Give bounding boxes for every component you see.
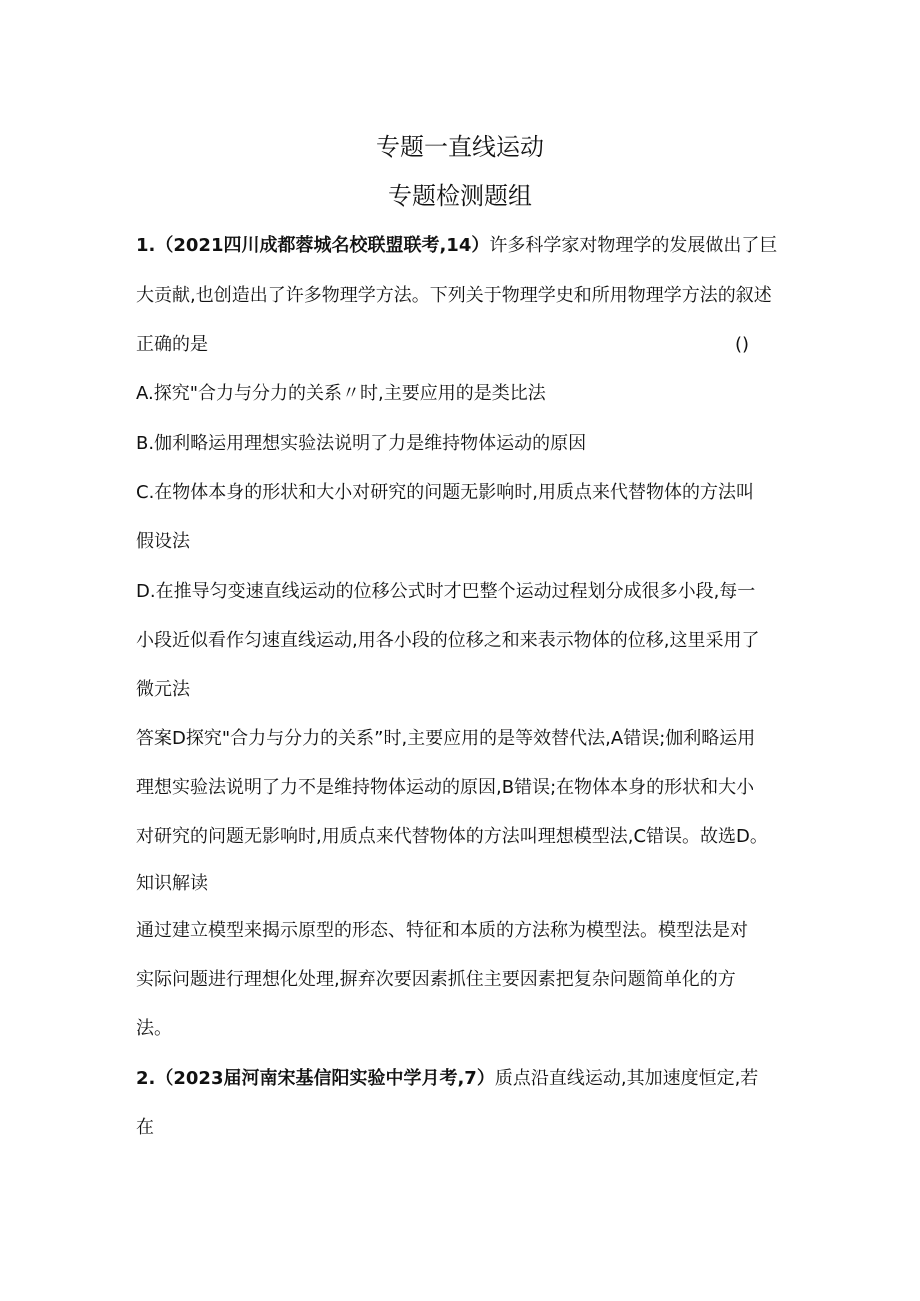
answer-blank: ()	[735, 334, 750, 355]
question-1-number: 1.	[136, 235, 156, 256]
question-2-stem-line-2: 在	[136, 1117, 154, 1138]
document-title: 专题一直线运动	[376, 133, 544, 161]
option-d-line-3: 微元法	[136, 679, 190, 700]
question-1-line-1	[136, 233, 777, 259]
document-subtitle: 专题检测题组	[388, 182, 532, 210]
option-d-line-2: 小段近似看作匀速直线运动,用各小段的位移之和来表示物体的位移,这里采用了	[136, 630, 760, 651]
question-1-source: （2021四川成都蓉城名校联盟联考,14）	[155, 235, 490, 256]
option-a: A.探究"合力与分力的关系〃时,主要应用的是类比法	[136, 383, 546, 404]
question-2-stem-start: 质点沿直线运动,其加速度恒定,若	[494, 1068, 759, 1089]
knowledge-line-2: 实际问题进行理想化处理,摒弃次要因素抓住主要因素把复杂问题简单化的方	[136, 969, 736, 990]
knowledge-line-1: 通过建立模型来揭示原型的形态、特征和本质的方法称为模型法。模型法是对	[136, 920, 748, 941]
option-d-line-1: D.在推导匀变速直线运动的位移公式时才巴整个运动过程划分成很多小段,每一	[136, 581, 756, 602]
answer-line-3: 对研究的问题无影响时,用质点来代替物体的方法叫理想模型法,C错误。故选D。	[136, 826, 768, 847]
question-2-number: 2.	[136, 1068, 156, 1089]
question-1-stem-line-2: 大贡献,也创造出了许多物理学方法。下列关于物理学史和所用物理学方法的叙述	[136, 285, 772, 306]
option-b: B.伽利略运用理想实验法说明了力是维持物体运动的原因	[136, 433, 587, 454]
question-1-stem-start: 许多科学家对物理学的发展做出了巨	[489, 235, 778, 256]
option-c-line-1: C.在物体本身的形状和大小对研究的问题无影响时,用质点来代替物体的方法叫	[136, 482, 755, 503]
option-c-line-2: 假设法	[136, 531, 190, 552]
answer-line-1: 答案D探究"合力与分力的关系”时,主要应用的是等效替代法,A错误;伽利略运用	[136, 728, 756, 749]
knowledge-line-3: 法。	[136, 1018, 172, 1039]
answer-line-2: 理想实验法说明了力不是维持物体运动的原因,B错误;在物体本身的形状和大小	[136, 777, 755, 798]
question-2-source: （2023届河南宋基信阳实验中学月考,7）	[155, 1068, 495, 1089]
question-1-stem-line-3: 正确的是	[136, 334, 208, 355]
knowledge-heading: 知识解读	[136, 873, 208, 894]
question-2-line-1	[136, 1066, 758, 1092]
